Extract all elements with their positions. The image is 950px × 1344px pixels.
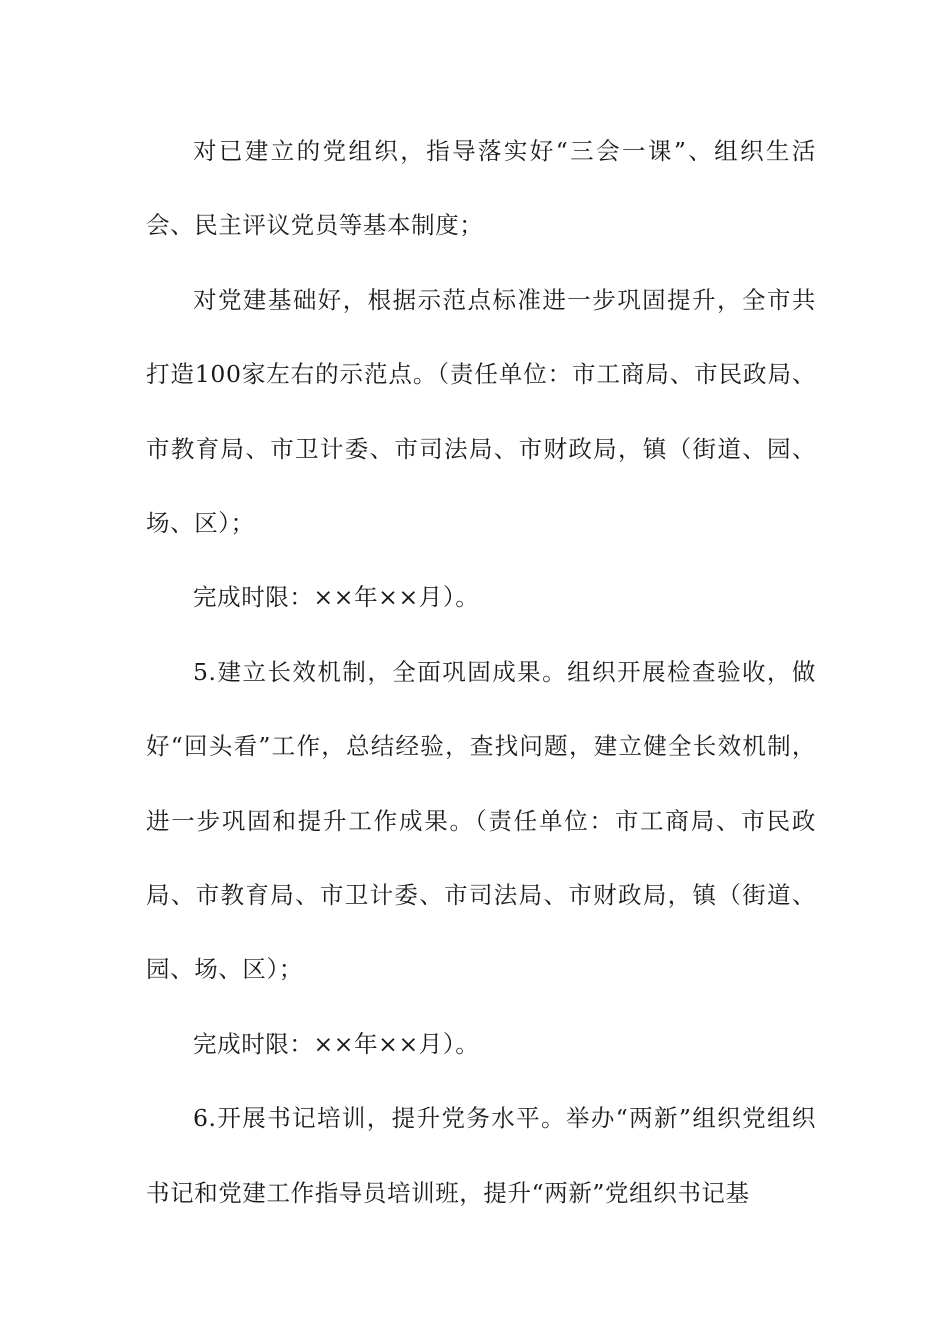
document-body	[146, 114, 816, 1230]
paragraph-3: 完成时限：××年××月）。	[193, 583, 480, 612]
paragraph-2: 对党建基础好，根据示范点标准进一步巩固提升，全市共打造100家左右的示范点。（责任单位：市工商局、市民政局、市教育局、市卫计委、市司法局、市财政局，镇（街道、园、场、区）；	[146, 285, 816, 538]
paragraph-6: 6.开展书记培训，提升党务水平。举办“两新”组织党组织书记和党建工作指导员培训班，提升“两新”党组织书记基	[146, 1104, 816, 1207]
paragraph-1: 对已建立的党组织，指导落实好“三会一课”、组织生活会、民主评议党员等基本制度；	[146, 137, 816, 240]
paragraph-4: 5.建立长效机制，全面巩固成果。组织开展检查验收，做好“回头看”工作，总结经验，查找问题，建立健全长效机制，进一步巩固和提升工作成果。（责任单位：市工商局、市民政局、市教育局、市卫计委、市司法局、市财政局，镇（街道、园、场、区）；	[146, 657, 816, 984]
paragraph-5: 完成时限：××年××月）。	[193, 1029, 480, 1058]
